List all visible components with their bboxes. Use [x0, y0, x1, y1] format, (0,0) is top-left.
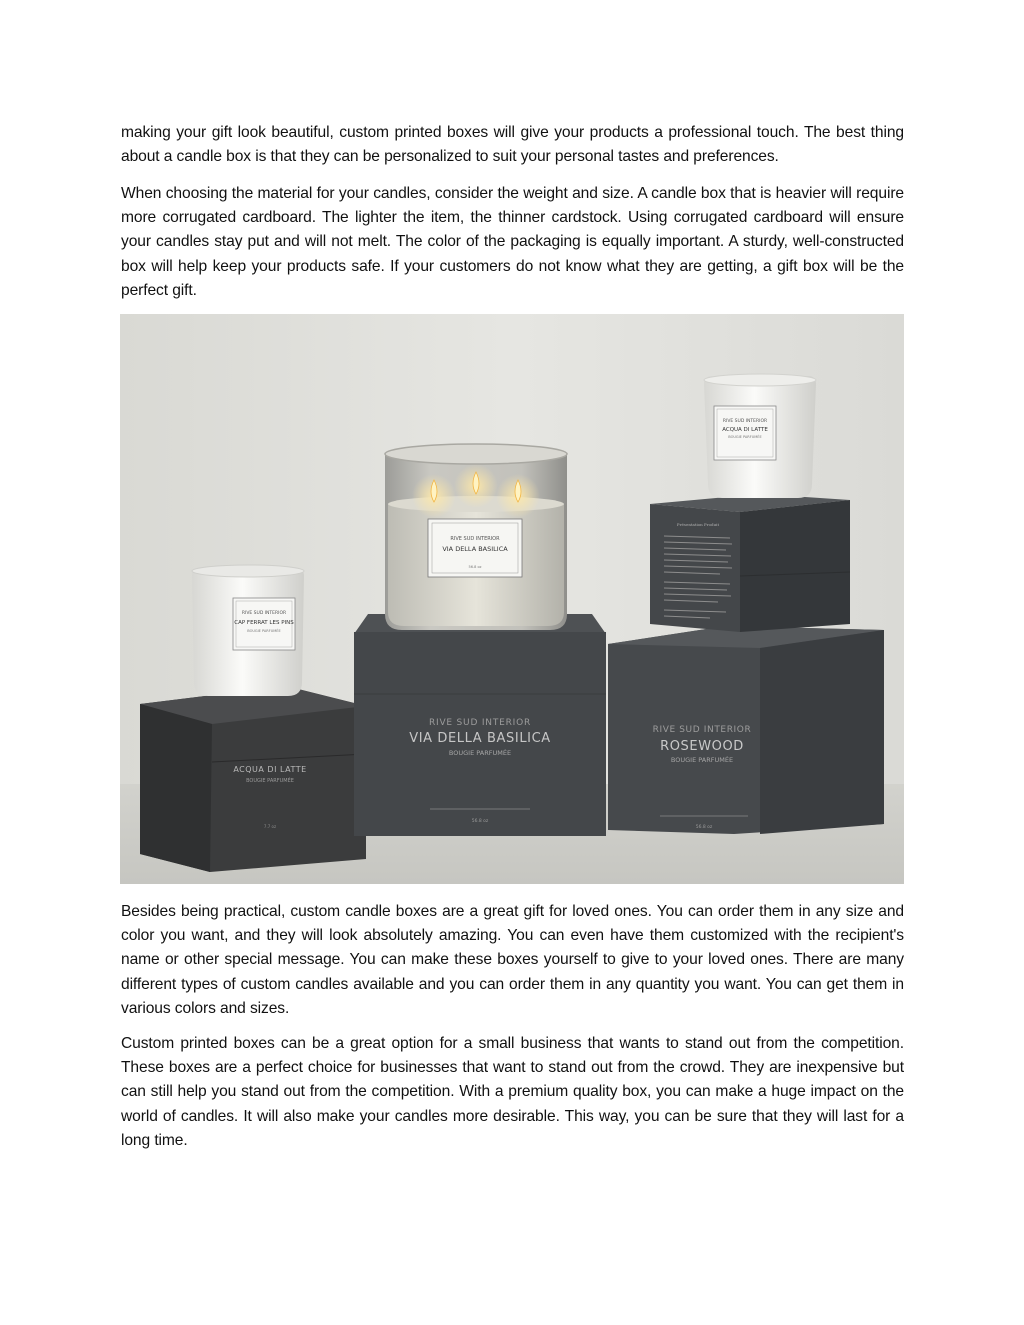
paragraph-business: Custom printed boxes can be a great option for a small business that wants to stand out from the competition. These boxes are a perfect choice for businesses that want to stand out from the crowd. They are inexpensive but can still help you stand out from the competition. With a premium quality box, you can make a huge impact on the world of candles. It will also make your candles more desirable. This way, you can be sure that they will last for a long time.: [121, 1035, 904, 1149]
center-gift-box: [354, 614, 606, 836]
center-box-brand: RIVE SUD INTERIOR: [428, 718, 532, 728]
left-jar-sub: BOUGIE PARFUMÉE: [247, 629, 281, 633]
right-gift-box: [608, 626, 884, 834]
right-jar-name: ACQUA DI LATTE: [722, 427, 768, 433]
center-candle-jar: [385, 444, 567, 630]
center-jar-brand: RIVE SUD INTERIOR: [450, 536, 500, 542]
center-box-sub: BOUGIE PARFUMÉE: [448, 749, 512, 757]
center-box-name: VIA DELLA BASILICA: [409, 731, 551, 746]
center-box-size: 56.8 oz: [471, 819, 489, 824]
left-gift-box: [140, 686, 366, 872]
right-box-brand: RIVE SUD INTERIOR: [652, 725, 752, 735]
left-jar-name: CAP FERRAT LES PINS: [234, 620, 294, 626]
center-jar-size: 56.8 oz: [468, 565, 482, 569]
right-small-box-heading: Présentation Produit: [676, 522, 720, 527]
left-candle-jar: [192, 565, 304, 696]
left-jar-brand: RIVE SUD INTERIOR: [241, 611, 287, 616]
paragraph-material: When choosing the material for your candles, consider the weight and size. A candle box that is heavier will require more corrugated cardboard. The lighter the item, the thinner cardstock. Using corrugated cardboard will ensure your candles stay put and will not melt. The color of the packaging is equally important. A sturdy, well-constructed box will help keep your products safe. If your customers do not know what they are getting, a gift box will be the perfect gift.: [121, 185, 904, 299]
paragraph-gift: Besides being practical, custom candle boxes are a great gift for loved ones. You can order them in any size and color you want, and they will look absolutely amazing. You can even have them customized with the recipient's name or other special message. You can make these boxes yourself to give to your loved ones. There are many different types of custom candles available and you can order them in any quantity you want. You can get them in various colors and sizes.: [121, 903, 904, 1017]
right-jar-sub: BOUGIE PARFUMÉE: [728, 435, 762, 439]
paragraph-intro: making your gift look beautiful, custom printed boxes will give your products a professional touch. The best thing about a candle box is that they can be personalized to suit your personal tastes and preferences.: [121, 124, 904, 166]
center-jar-name: VIA DELLA BASILICA: [442, 545, 508, 553]
right-box-size: 56.8 oz: [695, 825, 713, 830]
right-candle-jar: [704, 374, 816, 498]
right-box-sub: BOUGIE PARFUMÉE: [670, 756, 734, 764]
right-box-name: ROSEWOOD: [660, 739, 744, 754]
left-box-sub: BOUGIE PARFUMÉE: [246, 778, 294, 784]
left-box-size: 7.7 oz: [263, 824, 277, 829]
right-small-box: [650, 494, 850, 632]
candle-boxes-photo: [120, 314, 904, 884]
right-jar-brand: RIVE SUD INTERIOR: [722, 419, 768, 424]
left-box-name: ACQUA DI LATTE: [233, 765, 307, 774]
